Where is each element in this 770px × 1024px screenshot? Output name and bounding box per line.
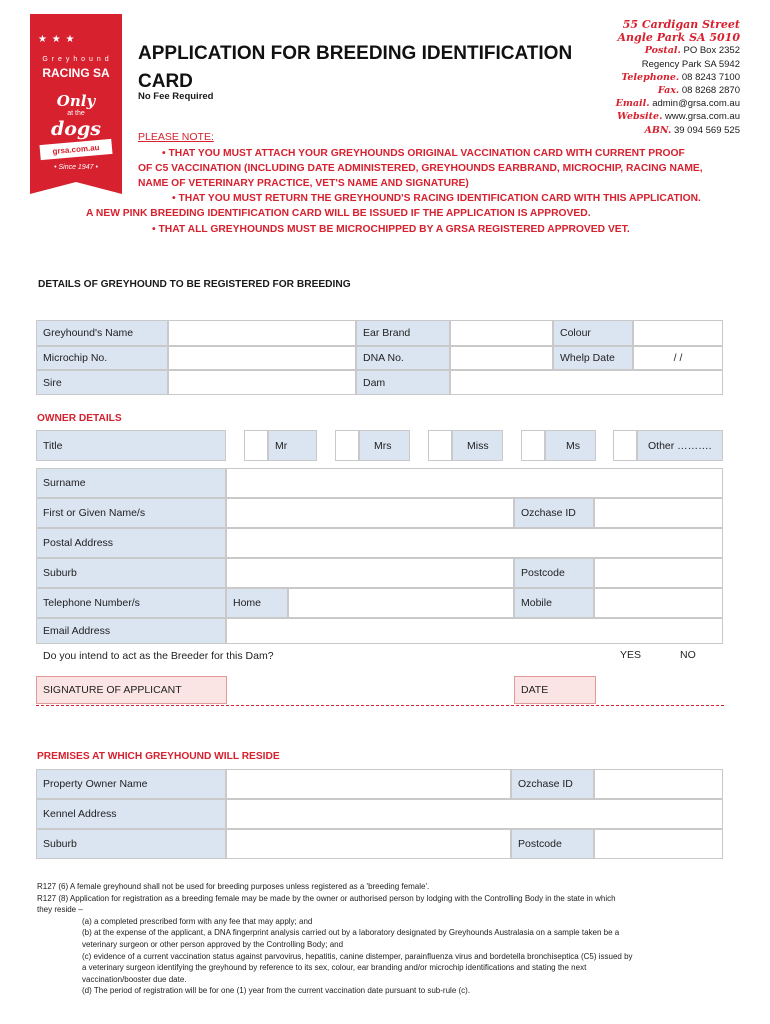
title-mrs-checkbox[interactable] [335, 430, 359, 461]
rule-c-line3: vaccination/booster due date. [82, 974, 187, 984]
mobile-field[interactable] [594, 588, 723, 618]
home-phone-label: Home [226, 588, 288, 618]
microchip-label: Microchip No. [36, 346, 168, 370]
rules-text [37, 881, 737, 997]
date-field[interactable] [596, 676, 723, 704]
property-owner-label: Property Owner Name [36, 769, 226, 799]
whelp-date-field[interactable]: / / [633, 346, 723, 370]
abn-value: 39 094 569 525 [673, 124, 740, 136]
colour-label: Colour [553, 320, 633, 346]
rule-c-line2: a veterinary surgeon identifying the greyhound by reference to its sex, colour, ear branding and/or microchip identifications and stating the next [82, 963, 587, 973]
whelp-date-label: Whelp Date [553, 346, 633, 370]
date-label: DATE [514, 676, 596, 704]
telephone-value: 08 8243 7100 [681, 71, 740, 83]
owner-section-heading: OWNER DETAILS [37, 413, 122, 424]
logo-since: • Since 1947 • [54, 164, 98, 171]
dam-label: Dam [356, 370, 450, 395]
logo-only: Only [56, 92, 96, 110]
logo-at-the: at the [67, 110, 85, 117]
note-line-5: A NEW PINK BREEDING IDENTIFICATION CARD WILL BE ISSUED IF THE APPLICATION IS APPROVED. [86, 208, 591, 219]
first-name-field[interactable] [226, 498, 514, 528]
postal-label: Postal. [644, 45, 681, 57]
dna-field[interactable] [450, 346, 553, 370]
title-label: Title [36, 430, 226, 461]
premises-suburb-label: Suburb [36, 829, 226, 859]
email-value: admin@grsa.com.au [652, 98, 740, 110]
premises-postcode-label: Postcode [511, 829, 594, 859]
rule-c-line1: (c) evidence of a current vaccination status against parvovirus, hepatitis, canine distemper, parainfluenza virus and bordetella bronchiseptica (C5) issued by [82, 951, 633, 961]
grsa-logo [30, 14, 122, 182]
owner-ozchase-field[interactable] [594, 498, 723, 528]
note-line-1: • THAT YOU MUST ATTACH YOUR GREYHOUNDS ORIGINAL VACCINATION CARD WITH CURRENT PROOF [162, 148, 685, 159]
please-note-heading: PLEASE NOTE: [138, 131, 214, 143]
title-mr-label: Mr [268, 430, 317, 461]
title-miss-checkbox[interactable] [428, 430, 452, 461]
rule-b-line1: (b) at the expense of the applicant, a DNA fingerprint analysis carried out by a laboratory designated by Greyhounds Australasia on a sample taken be a [82, 928, 620, 938]
email-address-label: Email Address [36, 618, 226, 644]
dna-label: DNA No. [356, 346, 450, 370]
owner-ozchase-label: Ozchase ID [514, 498, 594, 528]
premises-ozchase-label: Ozchase ID [511, 769, 594, 799]
owner-postcode-label: Postcode [514, 558, 594, 588]
page-title [138, 40, 608, 96]
website-label: Website. [617, 111, 663, 123]
rule-d: (d) The period of registration will be for one (1) year from the current vaccination date pursuant to sub-rule (c). [82, 986, 471, 996]
title-line-2: CARD [138, 71, 193, 92]
fax-value: 08 8268 2870 [681, 85, 740, 97]
ear-brand-field[interactable] [450, 320, 553, 346]
premises-section-heading: PREMISES AT WHICH GREYHOUND WILL RESIDE [37, 751, 280, 762]
email-address-field[interactable] [226, 618, 723, 644]
website-value: www.grsa.com.au [665, 111, 740, 123]
premises-postcode-field[interactable] [594, 829, 723, 859]
logo-dogs: dogs [51, 118, 101, 140]
title-miss-label: Miss [452, 430, 503, 461]
postal-address-label: Postal Address [36, 528, 226, 558]
signature-label: SIGNATURE OF APPLICANT [36, 676, 227, 704]
fax-label: Fax. [657, 85, 680, 97]
rule-r127-6: R127 (6) A female greyhound shall not be used for breeding purposes unless registered as a 'breeding female'. [37, 882, 430, 891]
logo-stars: ★ ★ ★ [38, 34, 76, 45]
greyhound-name-field[interactable] [168, 320, 356, 346]
first-name-label: First or Given Name/s [36, 498, 226, 528]
signature-divider [36, 705, 724, 706]
note-line-3: NAME OF VETERINARY PRACTICE, VET'S NAME AND SIGNATURE) [138, 178, 469, 189]
title-line-1: APPLICATION FOR BREEDING IDENTIFICATION [138, 43, 573, 64]
sire-field[interactable] [168, 370, 356, 395]
premises-ozchase-field[interactable] [594, 769, 723, 799]
postal-address-field[interactable] [226, 528, 723, 558]
microchip-field[interactable] [168, 346, 356, 370]
surname-label: Surname [36, 468, 226, 498]
title-ms-checkbox[interactable] [521, 430, 545, 461]
greyhound-name-label: Greyhound's Name [36, 320, 168, 346]
breeder-no-option[interactable]: NO [680, 649, 696, 661]
note-line-4: • THAT YOU MUST RETURN THE GREYHOUND'S RACING IDENTIFICATION CARD WITH THIS APPLICATION. [172, 193, 701, 204]
property-owner-field[interactable] [226, 769, 511, 799]
kennel-address-label: Kennel Address [36, 799, 226, 829]
dam-field[interactable] [450, 370, 723, 395]
contact-street: 55 Cardigan Street [622, 18, 740, 31]
note-line-6: • THAT ALL GREYHOUNDS MUST BE MICROCHIPPED BY A GRSA REGISTERED APPROVED VET. [152, 224, 630, 235]
subtitle: No Fee Required [138, 91, 214, 102]
title-other-checkbox[interactable] [613, 430, 637, 461]
contact-suburb: Angle Park SA 5010 [617, 31, 740, 45]
rule-a: (a) a completed prescribed form with any fee that may apply; and [82, 916, 313, 926]
rule-r127-8-line2: they reside – [37, 905, 83, 915]
ear-brand-label: Ear Brand [356, 320, 450, 346]
rule-r127-8-line1: R127 (8) Application for registration as a breeding female may be made by the owner or authorised person by lodging with the Controlling Body in the state in which [37, 893, 616, 903]
surname-field[interactable] [226, 468, 723, 498]
title-ms-label: Ms [545, 430, 596, 461]
rule-b-line2: veterinary surgeon or other person approved by the Controlling Body; and [82, 939, 344, 949]
note-line-2: OF C5 VACCINATION (INCLUDING DATE ADMINISTERED, GREYHOUNDS EARBRAND, MICROCHIP, RACING NAME, [138, 163, 703, 174]
home-phone-field[interactable] [288, 588, 514, 618]
sire-label: Sire [36, 370, 168, 395]
abn-label: ABN. [644, 124, 672, 136]
colour-field[interactable] [633, 320, 723, 346]
signature-field[interactable] [227, 676, 514, 704]
owner-postcode-field[interactable] [594, 558, 723, 588]
logo-racing-sa: RACING SA [42, 66, 110, 80]
postal-value: PO Box 2352 [683, 45, 740, 57]
email-label: Email. [615, 98, 650, 110]
telephone-label: Telephone. [621, 71, 680, 83]
title-mrs-label: Mrs [359, 430, 410, 461]
title-other-label: Other ………. [637, 430, 723, 461]
breeder-yes-option[interactable]: YES [620, 649, 642, 661]
telephone-label-cell: Telephone Number/s [36, 588, 226, 618]
kennel-address-field[interactable] [226, 799, 723, 829]
logo-greyhound-text: G r e y h o u n d [42, 56, 110, 63]
mobile-label: Mobile [514, 588, 594, 618]
premises-suburb-field[interactable] [226, 829, 511, 859]
postal-value-2: Regency Park SA 5942 [641, 58, 740, 70]
contact-block [560, 18, 740, 137]
owner-suburb-field[interactable] [226, 558, 514, 588]
breeder-question: Do you intend to act as the Breeder for this Dam? [43, 650, 274, 662]
title-mr-checkbox[interactable] [244, 430, 268, 461]
logo-banner-tail [30, 182, 122, 194]
owner-suburb-label: Suburb [36, 558, 226, 588]
logo-website: grsa.com.au [39, 139, 112, 160]
greyhound-section-heading: DETAILS OF GREYHOUND TO BE REGISTERED FOR BREEDING [38, 279, 351, 290]
